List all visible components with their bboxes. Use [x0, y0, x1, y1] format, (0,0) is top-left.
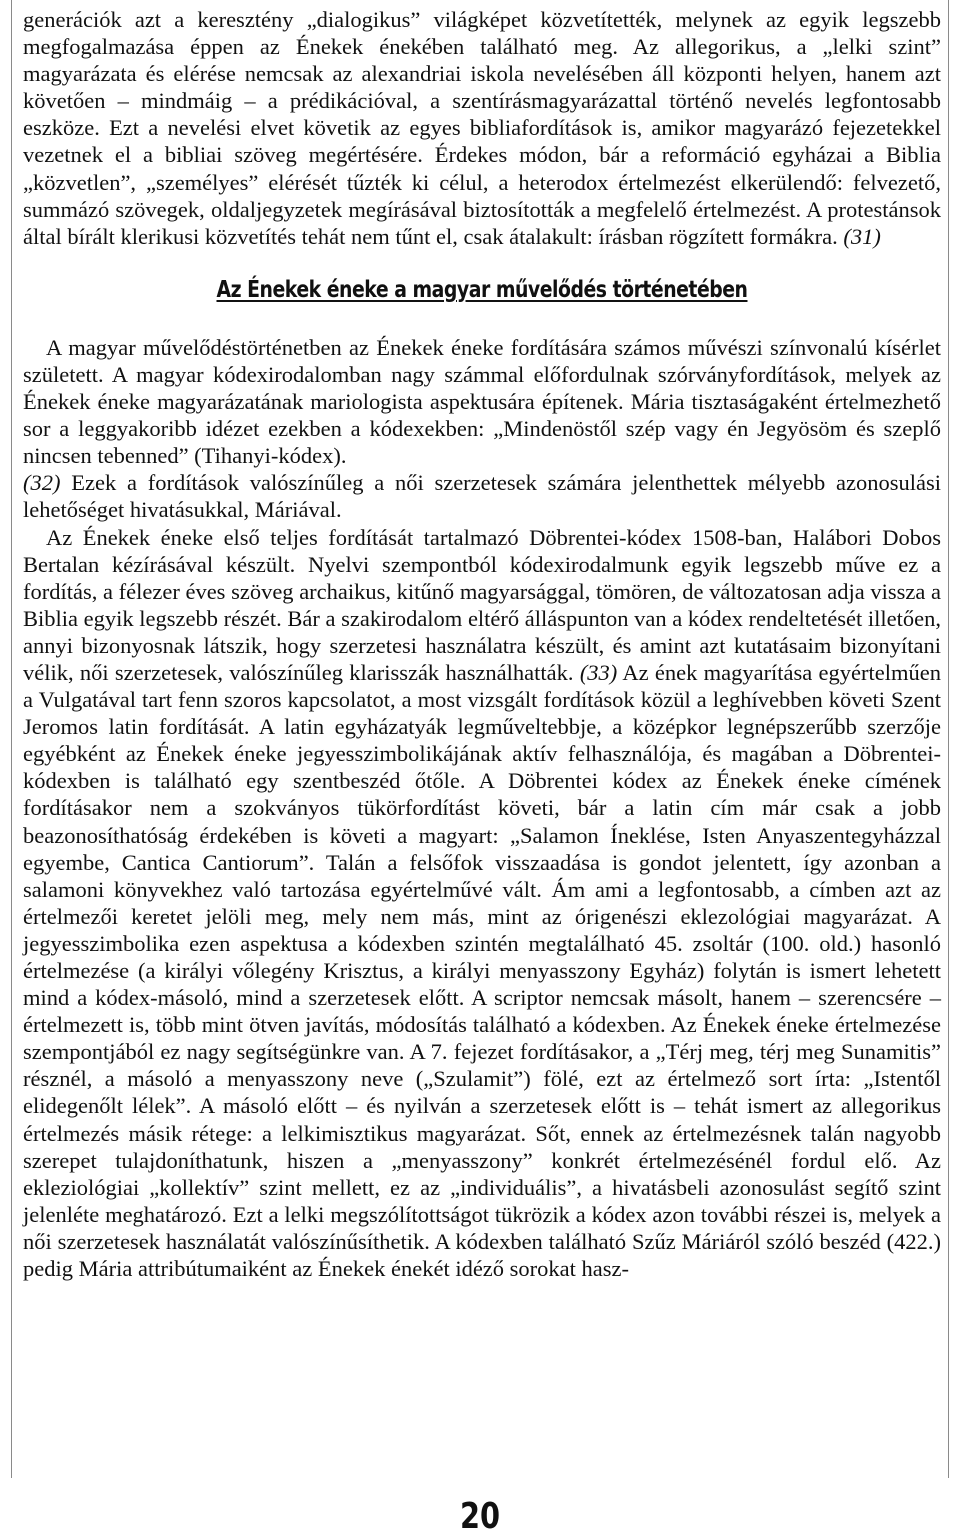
- section-paragraph-1-continuation: Ezek a fordítások valószínűleg a női szerzetesek számára jelenthettek mélyebb azonosulási lehetőséget hivatásukkal, Máriával.: [23, 470, 942, 523]
- section-heading: Az Énekek éneke a magyar művelődés történetében: [216, 276, 748, 303]
- intro-paragraph: [23, 6, 941, 250]
- footnote-ref-33[interactable]: (33): [579, 659, 618, 685]
- page-number: 20: [459, 1496, 501, 1537]
- footnote-ref-32[interactable]: (32): [23, 470, 61, 496]
- footnote-ref-31[interactable]: (31): [843, 223, 881, 249]
- section-paragraph-2-text: Az Énekek éneke első teljes fordítását tartalmazó Döbrentei-kódex 1508-ban, Halábori Dobos Bertalan kézírásával készült. Nyelvi szempontból kódexirodalmunk egyik legszebb műve ez a fordítás, a félezer éves szöveg archaikus, kitűnő magyarsággal, tömören, de változatosan adja vissza a Biblia egyik legszebb részét. Bár a szakirodalom eltérő álláspunton van a kódex rendeltetését illetően, annyi bizonyosnak látszik, hogy szerzetesi használatra készült, és amint azt kutatásaim bizonyítani vélik, női szerzetesek, valószínűleg klarisszák használhatták.: [23, 524, 941, 685]
- section-paragraph-1-text: A magyar művelődéstörténetben az Énekek éneke fordítására számos művészi színvonalú kísérlet született. A magyar kódexirodalomban nagy számmal előfordulnak szórványfordítások, melyek az Énekek éneke magyarázatának mariologista aspektusára építenek. Mária tisztaságaként értelmezhető sor a leggyakoribb idézet ezekben a kódexekben: „Mindenöstől szép vagy én Jegyösöm és szeplő nincsen tebenned” (Tihanyi-kódex).: [23, 334, 941, 469]
- right-border-line: [948, 0, 949, 1478]
- section-paragraph-2-continuation: Az ének magyarítása egyértelműen a Vulgatával tart fenn szoros kapcsolatot, a most vizsgált fordítások közül a leghívebben követi Szent Jeromos latin fordítását. A latin egyházatyák legműveltebbje, a középkor legnépszerűbb szerzője egyébként az Énekek éneke jegyesszimbolikájának aktív felhasználója, és magában a Döbrentei-kódexben is található egy szentbeszéd őtőle. A Döbrentei kódex az Énekek éneke címének fordításakor nem a szokványos tükörfordítást követi, bár a latin cím már csak a jobb beazonosíthatóság érdekében is követi a magyart: „Salamon Íneklése, Isten Anyaszentegyházzal egyembe, Cantica Cantiorum”. Talán a felsőfok visszaadása is gondot jelentett, így azonban a salamoni könyvekhez való tartozása egyértelművé vált. Ám ami a legfontosabb, a címben azt az értelmezői keretet jelöli meg, mely nem más, mint az órigenészi eklezológiai magyarázat. A jegyesszimbolika ezen aspektusa a kódexben szintén megtalálható 45. zsoltár (100. old.) hasonló értelmezése (a királyi vőlegény Krisztus, a királyi menyasszony Egyház) folytán is ismert lehetett mind a kódex-másoló, mind a szerzetesek előtt. A scriptor nemcsak másolt, hanem – szerencsére – értelmezett is, több mint ötven javítás, módosítás található a kódexben. Az Énekek éneke értelmezése szempontjából ez nagy segítségünkre van. A 7. fejezet fordításakor, a „Térj meg, térj meg Sunamitis” résznél, a másoló a menyasszony neve („Szulamit”) fölé, ezt az értelmező sort írta: „Istentől elidegenőlt lélek”. A másoló előtt – és nyilván a szerzetesek előtt is – tehát ismert az allegorikus értelmezés másik rétege: a lelkimisztikus magyarázat. Sőt, ennek az értelmezésnek talán nagyobb szerepet tulajdoníthatunk, hiszen a „menyasszony” konkrét értelmezésénél fordul elő. Az ekleziológiai „kollektív” szint mellett, ez az „individuális”, a hivatásbeli azonosulást segítő szint jelenléte meghatározó. Ezt a lelki megszólítottságot tükrözik a kódex azon további részei is, melyek a női szerzetesek használatát valószínűsíthetik. A kódexben található Szűz Máriáról szóló beszéd (422.) pedig Mária attribútumaiként az Énekek énekét idéző sorokat hasz-: [23, 659, 942, 1282]
- intro-paragraph-text: generációk azt a keresztény „dialogikus” világképet közvetítették, melynek az egyik legszebb megfogalmazása éppen az Énekek énekében található meg. Az allegorikus, a „lelki szint” magyarázata és elérése nemcsak az alexandriai iskola nevelésében áll központi helyen, hanem azt követően – mindmáig – a prédikációval, a szentírásmagyarázattal történő nevelés legfontosabb eszköze. Ezt a nevelési elvet követik az egyes bibliafordítások is, amikor magyarázó fejezetekkel vezetnek el a bibliai szöveg megértésére. Érdekes módon, bár a reformáció egyházai a Biblia „közvetlen”, „személyes” elérését tűzték ki célul, a heterodox értelmezést elkerülendő: felvezető, summázó szövegek, oldaljegyzetek megírásával biztosították a megfelelő értelmezést. A protestánsok által bírált klerikusi közvetítés tehát nem tűnt el, csak átalakult: írásban rögzített formákra.: [23, 7, 941, 249]
- section-paragraph-1: [23, 334, 941, 524]
- document-page: [23, 6, 941, 1282]
- section-paragraph-2: [23, 524, 941, 1283]
- left-border-line: [11, 0, 12, 1478]
